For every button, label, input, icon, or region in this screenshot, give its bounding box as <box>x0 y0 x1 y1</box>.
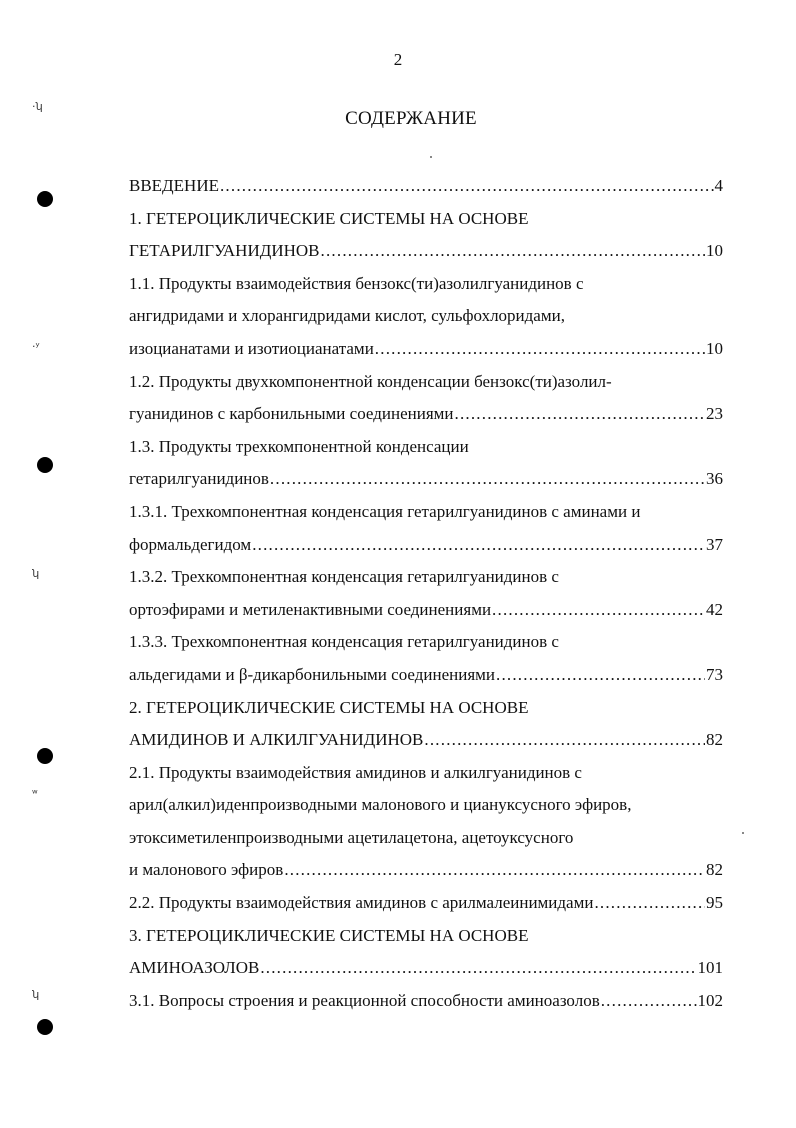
table-of-contents <box>129 170 723 1017</box>
toc-entry-text: этоксиметиленпроизводными ацетилацетона, ацетоуксусного <box>129 827 574 847</box>
toc-entry <box>129 822 723 855</box>
scan-speck: ·ʸ <box>32 340 40 353</box>
toc-entry <box>129 398 723 431</box>
punch-hole <box>37 748 53 764</box>
toc-entry-text: 2.1. Продукты взаимодействия амидинов и алкилгуанидинов с <box>129 762 582 782</box>
toc-entry <box>129 854 723 887</box>
toc-entry-page: 102 <box>697 990 723 1010</box>
toc-entry <box>129 170 723 203</box>
page-number: 2 <box>393 50 403 69</box>
toc-entry <box>129 692 723 725</box>
dot-leader <box>492 594 705 627</box>
toc-entry-page: 82 <box>706 860 723 880</box>
toc-entry-page: 101 <box>697 958 723 978</box>
toc-entry-text: 1.2. Продукты двухкомпонентной конденсации бензокс(ти)азолил- <box>129 371 612 391</box>
toc-entry-text: 3. ГЕТЕРОЦИКЛИЧЕСКИЕ СИСТЕМЫ НА ОСНОВЕ <box>129 925 529 945</box>
dot-leader <box>375 333 705 366</box>
dot-leader <box>496 659 705 692</box>
toc-entry-page: 73 <box>706 664 723 684</box>
toc-entry-page: 42 <box>706 599 723 619</box>
scan-speck <box>742 832 744 834</box>
toc-entry-page: 36 <box>706 469 723 489</box>
dot-leader <box>270 463 705 496</box>
toc-entry <box>129 724 723 757</box>
toc-entry <box>129 333 723 366</box>
scan-speck: ·ʮ <box>32 100 43 113</box>
toc-entry <box>129 496 723 529</box>
toc-entry <box>129 757 723 790</box>
toc-entry-text: альдегидами и β-дикарбонильными соединениями <box>129 664 495 684</box>
toc-entry-text: 1.3. Продукты трехкомпонентной конденсации <box>129 436 469 456</box>
dot-leader <box>424 724 705 757</box>
punch-hole <box>37 457 53 473</box>
toc-entry-page: 95 <box>706 893 723 913</box>
toc-entry-page: 10 <box>706 338 723 358</box>
page-title: СОДЕРЖАНИЕ <box>345 108 477 129</box>
toc-entry-text: 1. ГЕТЕРОЦИКЛИЧЕСКИЕ СИСТЕМЫ НА ОСНОВЕ <box>129 208 529 228</box>
toc-entry <box>129 366 723 399</box>
scan-speck: ʮ <box>32 988 40 1001</box>
toc-entry <box>129 920 723 953</box>
toc-entry-text: и малонового эфиров <box>129 860 284 880</box>
toc-entry-text: ортоэфирами и метиленактивными соединениями <box>129 599 492 619</box>
dot-leader <box>284 854 705 887</box>
toc-entry <box>129 659 723 692</box>
toc-entry <box>129 463 723 496</box>
toc-entry <box>129 887 723 920</box>
toc-entry-page: 10 <box>706 241 723 261</box>
toc-entry-text: ВВЕДЕНИЕ <box>129 176 219 195</box>
toc-entry-text: гуанидинов с карбонильными соединениями <box>129 404 454 424</box>
toc-entry <box>129 431 723 464</box>
toc-entry-text: ГЕТАРИЛГУАНИДИНОВ <box>129 241 320 261</box>
toc-entry <box>129 203 723 236</box>
dot-leader <box>594 887 705 920</box>
toc-entry <box>129 952 723 985</box>
dot-leader <box>252 529 705 562</box>
toc-entry <box>129 985 723 1018</box>
scan-speck <box>430 156 432 158</box>
toc-entry-text: ангидридами и хлорангидридами кислот, сульфохлоридами, <box>129 306 565 326</box>
toc-entry-text: формальдегидом <box>129 534 252 554</box>
toc-entry <box>129 235 723 268</box>
toc-entry-text: 1.1. Продукты взаимодействия бензокс(ти)азолилгуанидинов с <box>129 273 584 293</box>
toc-entry-page: 4 <box>714 176 723 195</box>
dot-leader <box>220 170 714 203</box>
punch-hole <box>37 1019 53 1035</box>
toc-entry-text: АМИДИНОВ И АЛКИЛГУАНИДИНОВ <box>129 730 424 750</box>
toc-entry <box>129 789 723 822</box>
toc-entry-text: 2. ГЕТЕРОЦИКЛИЧЕСКИЕ СИСТЕМЫ НА ОСНОВЕ <box>129 697 529 717</box>
toc-entry-text: 2.2. Продукты взаимодействия амидинов с арилмалеинимидами <box>129 893 594 913</box>
toc-entry-text: 1.3.2. Трехкомпонентная конденсация гетарилгуанидинов с <box>129 567 559 587</box>
scan-speck: ʷ <box>32 787 38 800</box>
dot-leader <box>601 985 697 1018</box>
toc-entry-text: 3.1. Вопросы строения и реакционной способности аминоазолов <box>129 990 600 1010</box>
toc-entry <box>129 529 723 562</box>
toc-entry-page: 37 <box>706 534 723 554</box>
punch-hole <box>37 191 53 207</box>
toc-entry-text: изоцианатами и изотиоцианатами <box>129 338 374 358</box>
toc-entry <box>129 300 723 333</box>
toc-entry-text: 1.3.1. Трехкомпонентная конденсация гетарилгуанидинов с аминами и <box>129 501 641 521</box>
toc-entry <box>129 626 723 659</box>
toc-entry-text: арил(алкил)иденпроизводными малонового и циануксусного эфиров, <box>129 795 632 815</box>
scan-speck: ʮ <box>32 567 40 580</box>
toc-entry-page: 82 <box>706 730 723 750</box>
dot-leader <box>321 235 705 268</box>
dot-leader <box>260 952 696 985</box>
toc-entry <box>129 268 723 301</box>
toc-entry <box>129 561 723 594</box>
toc-entry-text: 1.3.3. Трехкомпонентная конденсация гетарилгуанидинов с <box>129 632 559 652</box>
dot-leader <box>455 398 706 431</box>
toc-entry-text: АМИНОАЗОЛОВ <box>129 958 260 978</box>
toc-entry <box>129 594 723 627</box>
toc-entry-page: 23 <box>706 404 723 424</box>
toc-entry-text: гетарилгуанидинов <box>129 469 269 489</box>
